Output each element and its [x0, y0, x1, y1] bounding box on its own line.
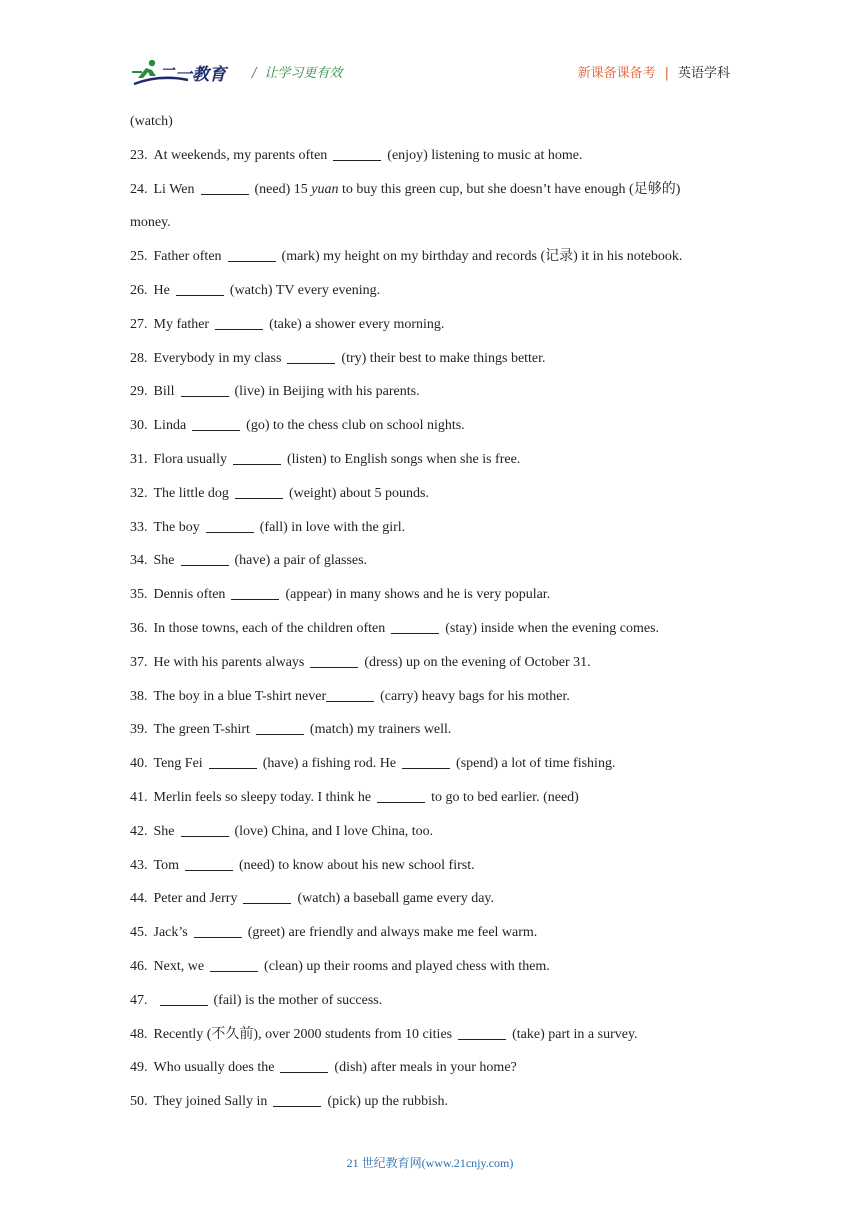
question-text: Who usually does the [153, 1060, 275, 1076]
question-italic: yuan [311, 181, 339, 197]
question-text: Li Wen [153, 181, 195, 197]
question-hint: (mark) my height on my birthday and records (记录) it in his notebook. [281, 249, 683, 265]
question-text: In those towns, each of the children often [153, 620, 386, 636]
header-right: 新课备课备考 | 英语学科 [577, 66, 730, 81]
question-hint: (match) my trainers well. [309, 722, 452, 738]
question-hint: (watch) a baseball game every day. [297, 891, 495, 907]
question-text: Jack’s [153, 925, 188, 941]
answer-blank[interactable] [231, 585, 279, 600]
answer-blank[interactable] [333, 146, 381, 161]
question-hint: (clean) up their rooms and played chess with them. [264, 958, 550, 974]
question-text: Flora usually [153, 451, 227, 467]
question-hint: (carry) heavy bags for his mother. [380, 688, 570, 704]
question-text: The boy in a blue T-shirt never [153, 688, 327, 704]
exercise-line [130, 957, 740, 991]
page-header [130, 56, 730, 90]
answer-blank[interactable] [215, 315, 263, 330]
question-text: She [153, 553, 175, 569]
question-hint: (live) in Beijing with his parents. [234, 384, 420, 400]
question-hint: (listen) to English songs when she is free. [287, 451, 521, 467]
question-number: 43. [130, 857, 148, 873]
answer-blank[interactable] [206, 518, 254, 533]
question-number: 33. [130, 519, 148, 535]
question-hint: (dress) up on the evening of October 31. [364, 654, 591, 670]
answer-blank[interactable] [181, 382, 229, 397]
question-hint: (fall) in love with the girl. [259, 519, 406, 535]
exercise-line [130, 856, 740, 890]
exercise-line [130, 788, 740, 822]
question-number: 37. [130, 654, 148, 670]
question-number: 29. [130, 384, 148, 400]
exercise-line [130, 180, 740, 214]
question-hint: (have) a fishing rod. He [262, 756, 397, 772]
answer-blank[interactable] [256, 720, 304, 735]
exercise-list [130, 112, 740, 1126]
question-number: 36. [130, 620, 148, 636]
exercise-line [130, 315, 740, 349]
exercise-line [130, 653, 740, 687]
exercise-line [130, 146, 740, 180]
question-number: 26. [130, 282, 148, 298]
question-number: 44. [130, 891, 148, 907]
exercise-line [130, 112, 740, 146]
exercise-line [130, 281, 740, 315]
question-hint: (greet) are friendly and always make me feel warm. [247, 925, 538, 941]
question-text: He with his parents always [153, 654, 305, 670]
exercise-line [130, 822, 740, 856]
question-number: 48. [130, 1026, 148, 1042]
answer-blank[interactable] [458, 1025, 506, 1040]
question-number: 34. [130, 553, 148, 569]
question-hint: (love) China, and I love China, too. [234, 823, 434, 839]
exercise-line [130, 247, 740, 281]
answer-blank[interactable] [194, 923, 242, 938]
question-hint: (fail) is the mother of success. [213, 992, 383, 1008]
exercise-line [130, 484, 740, 518]
answer-blank[interactable] [209, 754, 257, 769]
question-number: 35. [130, 587, 148, 603]
answer-blank[interactable] [210, 957, 258, 972]
exercise-line [130, 889, 740, 923]
question-text: Merlin feels so sleepy today. I think he [153, 789, 372, 805]
answer-blank[interactable] [280, 1058, 328, 1073]
question-number: 47. [130, 992, 148, 1008]
exercise-line [130, 923, 740, 957]
question-number: 25. [130, 249, 148, 265]
question-hint: (need) to know about his new school first. [238, 857, 475, 873]
question-number: 45. [130, 925, 148, 941]
question-hint: (stay) inside when the evening comes. [445, 620, 660, 636]
answer-blank[interactable] [181, 822, 229, 837]
question-text: At weekends, my parents often [153, 147, 328, 163]
question-number: 49. [130, 1060, 148, 1076]
question-number: 42. [130, 823, 148, 839]
question-number: 32. [130, 485, 148, 501]
question-text: Peter and Jerry [153, 891, 238, 907]
exercise-line [130, 754, 740, 788]
exercise-line [130, 382, 740, 416]
logo-text: 二一教育 [158, 65, 226, 85]
answer-blank[interactable] [185, 856, 233, 871]
question-hint: to go to bed earlier. (need) [431, 789, 579, 805]
answer-blank[interactable] [287, 349, 335, 364]
question-text: (watch) [130, 114, 173, 129]
answer-blank[interactable] [235, 484, 283, 499]
question-hint: (enjoy) listening to music at home. [387, 147, 583, 163]
answer-blank[interactable] [377, 788, 425, 803]
question-number: 41. [130, 789, 148, 805]
answer-blank[interactable] [228, 247, 276, 262]
question-text: money. [130, 215, 171, 231]
exercise-line [130, 720, 740, 754]
question-text: She [153, 823, 175, 839]
answer-blank[interactable] [201, 180, 249, 195]
answer-blank[interactable] [273, 1092, 321, 1107]
question-text: Father often [153, 249, 222, 265]
question-text: Bill [153, 384, 175, 400]
exercise-line [130, 518, 740, 552]
question-number: 50. [130, 1094, 148, 1110]
question-text: They joined Sally in [153, 1094, 268, 1110]
question-hint: (try) their best to make things better. [341, 350, 546, 366]
answer-blank[interactable] [402, 754, 450, 769]
exercise-line [130, 349, 740, 383]
exercise-line [130, 450, 740, 484]
question-hint: (pick) up the rubbish. [327, 1094, 448, 1110]
question-hint: (take) part in a survey. [512, 1026, 638, 1042]
exercise-line [130, 619, 740, 653]
exercise-line [130, 551, 740, 585]
exercise-line [130, 1025, 740, 1059]
answer-blank[interactable] [243, 889, 291, 904]
slogan: / 让学习更有效 [252, 66, 343, 81]
exercise-line [130, 1058, 740, 1092]
question-number: 46. [130, 958, 148, 974]
question-tail: to buy this green cup, but she doesn’t have enough (足够的) [341, 181, 681, 197]
question-number: 39. [130, 722, 148, 738]
question-hint: (take) a shower every morning. [269, 316, 445, 332]
question-hint: (need) 15 [254, 181, 308, 197]
question-text: Teng Fei [153, 756, 203, 772]
question-text: Tom [153, 857, 179, 873]
question-text: Dennis often [153, 587, 226, 603]
exercise-line [130, 1092, 740, 1126]
question-number: 23. [130, 147, 148, 163]
question-number: 40. [130, 756, 148, 772]
question-hint: (watch) TV every evening. [229, 282, 381, 298]
question-hint: (appear) in many shows and he is very popular. [285, 587, 551, 603]
question-text: The green T-shirt [153, 722, 250, 738]
exercise-line [130, 687, 740, 721]
answer-blank[interactable] [181, 551, 229, 566]
question-text: Everybody in my class [153, 350, 282, 366]
question-number: 27. [130, 316, 148, 332]
question-text: He [153, 282, 170, 298]
question-hint: (weight) about 5 pounds. [288, 485, 429, 501]
question-number: 24. [130, 181, 148, 197]
subject-label: 英语学科 [677, 66, 730, 81]
exercise-line [130, 585, 740, 619]
question-text: Recently (不久前), over 2000 students from 10 cities [153, 1026, 453, 1042]
question-text: Linda [153, 418, 187, 434]
question-text: The boy [153, 519, 200, 535]
question-text: Next, we [153, 958, 205, 974]
question-tail: (spend) a lot of time fishing. [456, 756, 616, 772]
exercise-line [130, 991, 740, 1025]
question-text: The little dog [153, 485, 229, 501]
answer-blank[interactable] [233, 450, 281, 465]
question-hint: (have) a pair of glasses. [234, 553, 368, 569]
question-hint: (go) to the chess club on school nights. [246, 418, 465, 434]
answer-blank[interactable] [176, 281, 224, 296]
answer-blank[interactable] [192, 416, 240, 431]
course-label: 新课备课备考 [577, 66, 656, 81]
question-text: My father [153, 316, 210, 332]
answer-blank[interactable] [391, 619, 439, 634]
question-number: 30. [130, 418, 148, 434]
exercise-line [130, 416, 740, 450]
answer-blank[interactable] [310, 653, 358, 668]
question-number: 38. [130, 688, 148, 704]
page-footer: 21 世纪教育网(www.21cnjy.com) [346, 1156, 514, 1170]
answer-blank[interactable] [326, 687, 374, 702]
question-hint: (dish) after meals in your home? [334, 1060, 517, 1076]
question-number: 28. [130, 350, 148, 366]
exercise-line [130, 213, 740, 247]
answer-blank[interactable] [160, 991, 208, 1006]
question-number: 31. [130, 451, 148, 467]
